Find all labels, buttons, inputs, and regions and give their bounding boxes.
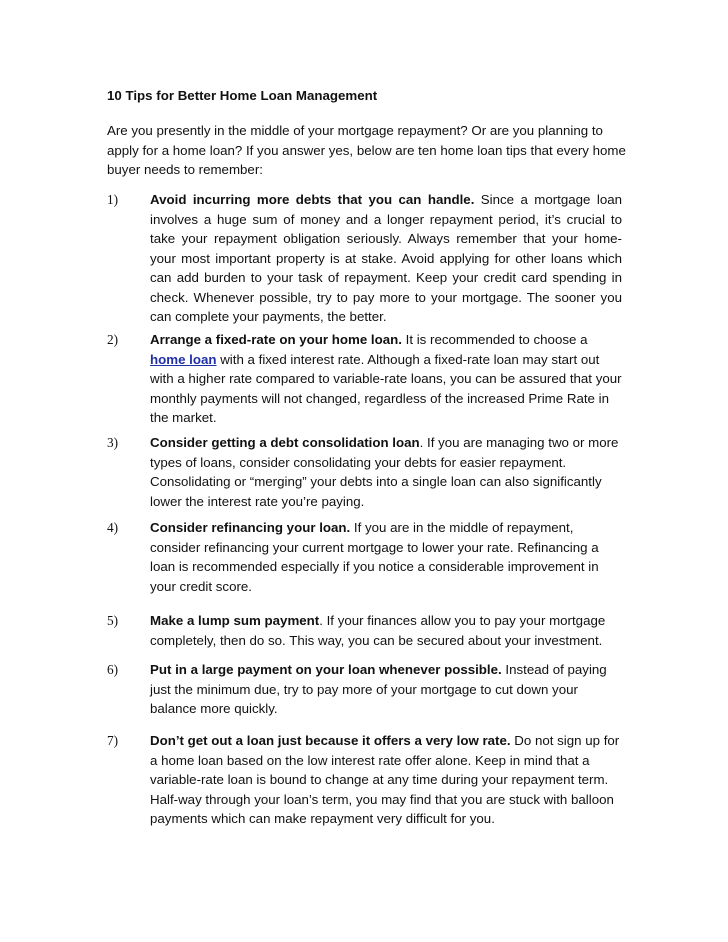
tip-heading: Avoid incurring more debts that you can handle. — [150, 192, 475, 207]
tip-text: with a fixed interest rate. Although a fixed-rate loan may start out with a higher rate compared to variable-rate loans, you can be assured that your monthly payments will not changed, regardless of the increased Prime Rate in the market. — [150, 351, 622, 425]
tip-number: 4) — [107, 520, 119, 535]
tip-text: . If your finances allow you to pay your mortgage completely, then do so. This way, you can be secured about your investment. — [150, 613, 606, 648]
tip-heading: Put in a large payment on your loan whenever possible. — [150, 662, 502, 677]
tip-number: 5) — [107, 613, 119, 628]
tip-heading: Consider getting a debt consolidation loan — [150, 435, 420, 450]
tip-number: 3) — [107, 435, 119, 450]
tip-text: It is recommended to choose a — [401, 332, 588, 347]
tip-body — [150, 731, 622, 829]
tip-text: If you are in the middle of repayment, consider refinancing your current mortgage to lower your rate. Refinancing a loan is recommended especially if you notice a considerable improvement in your credit score. — [150, 520, 599, 594]
tip-text: Since a mortgage loan involves a huge sum of money and a longer repayment period, it’s crucial to take your repayment obligation seriously. Always remember that your home- your most important property is at stake. Avoid applying for other loans which can add burden to your task of repayment. Keep your credit card spending in check. Whenever possible, try to pay more to your mortgage. The sooner you can complete your payments, the better. — [150, 192, 623, 324]
tip-heading: Consider refinancing your loan. — [150, 520, 351, 535]
tip-heading: Arrange a fixed-rate on your home loan. — [150, 332, 402, 347]
tip-heading: Make a lump sum payment — [150, 613, 320, 628]
tip-number: 6) — [107, 662, 119, 677]
tip-text: Do not sign up for a home loan based on the low interest rate offer alone. Keep in mind that a variable-rate loan is bound to change at any time during your repayment term. Half-way through your loan’s term, you may find that you are stuck with balloon payments which can make repayment very difficult for you. — [150, 733, 620, 826]
tip-number: 2) — [107, 332, 119, 347]
tip-body — [150, 190, 622, 327]
tip-body — [150, 330, 622, 428]
tip-body — [150, 433, 622, 511]
home-loan-link[interactable]: home loan — [150, 351, 217, 367]
tip-body — [150, 660, 622, 719]
document-title: 10 Tips for Better Home Loan Management — [107, 88, 378, 103]
tip-number: 7) — [107, 733, 119, 748]
tip-body — [150, 611, 622, 650]
tip-heading: Don’t get out a loan just because it offers a very low rate. — [150, 733, 511, 748]
tip-text: . If you are managing two or more types of loans, consider consolidating your debts for easier repayment. Consolidating or “merging” your debts into a single loan can also significantly lower the interest rate you’re paying. — [150, 435, 619, 509]
intro-paragraph: Are you presently in the middle of your mortgage repayment? Or are you planning to apply for a home loan? If you answer yes, below are ten home loan tips that every home buyer needs to remember: — [107, 123, 626, 177]
tip-body — [150, 518, 622, 596]
tip-text: Instead of paying just the minimum due, try to pay more of your mortgage to cut down your balance more quickly. — [150, 662, 607, 716]
tip-number: 1) — [107, 192, 119, 207]
